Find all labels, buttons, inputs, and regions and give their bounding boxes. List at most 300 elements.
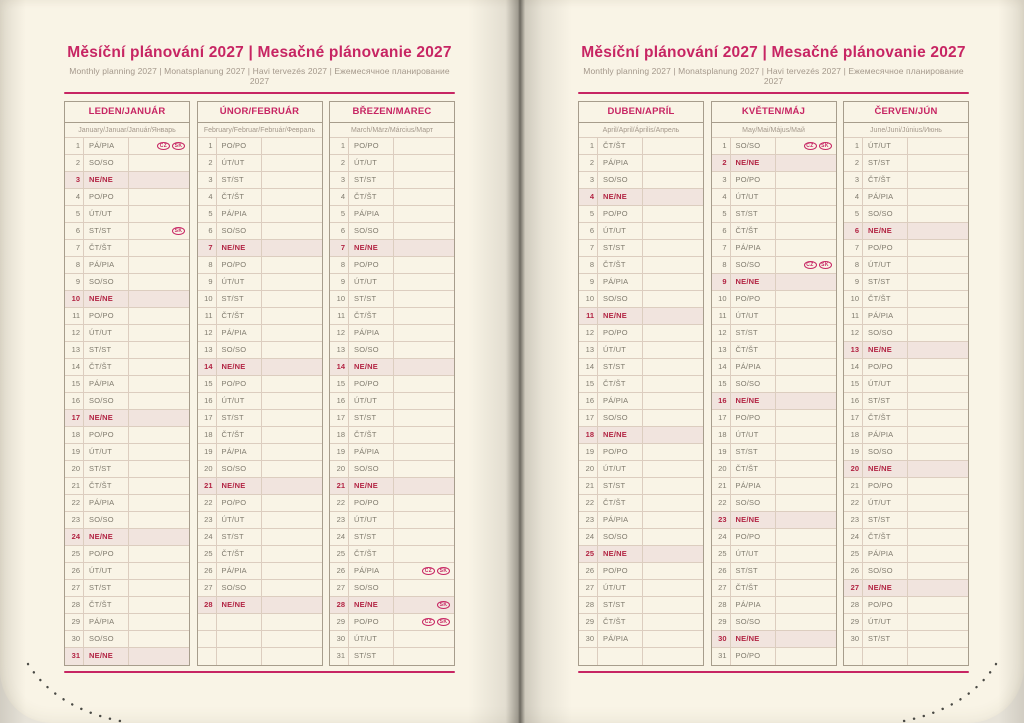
day-number: 27 — [844, 580, 863, 596]
weekday-abbreviation: ÚT/UT — [598, 223, 643, 239]
notes-cell — [394, 172, 454, 188]
weekday-abbreviation: PÁ/PIA — [84, 376, 129, 392]
day-number: 1 — [198, 138, 217, 154]
day-number: 19 — [65, 444, 84, 460]
weekday-abbreviation: PÁ/PIA — [863, 189, 908, 205]
weekday-abbreviation: NE/NE — [84, 648, 129, 665]
day-number: 7 — [712, 240, 731, 256]
weekday-abbreviation: SO/SO — [349, 223, 394, 239]
weekday-abbreviation: NE/NE — [217, 240, 262, 256]
day-row — [330, 274, 454, 291]
day-row — [712, 172, 836, 189]
notes-cell — [643, 580, 703, 596]
holiday-badge-cz: CZ — [422, 567, 435, 575]
day-number: 18 — [65, 427, 84, 443]
notes-cell — [262, 172, 322, 188]
day-row — [330, 529, 454, 546]
day-number: 21 — [579, 478, 598, 494]
day-number: 14 — [844, 359, 863, 375]
weekday-abbreviation: PÁ/PIA — [731, 240, 776, 256]
day-row — [330, 257, 454, 274]
day-number: 13 — [579, 342, 598, 358]
day-row — [844, 240, 968, 257]
day-number: 1 — [330, 138, 349, 154]
day-row — [844, 359, 968, 376]
day-number: 29 — [65, 614, 84, 630]
notes-cell — [908, 597, 968, 613]
day-row — [198, 461, 322, 478]
day-number: 4 — [330, 189, 349, 205]
day-number: 18 — [198, 427, 217, 443]
day-row — [579, 206, 703, 223]
weekday-abbreviation: ČT/ŠT — [731, 223, 776, 239]
day-number: 20 — [579, 461, 598, 477]
notes-cell — [643, 631, 703, 647]
notes-cell — [262, 138, 322, 154]
day-number: 22 — [330, 495, 349, 511]
weekday-abbreviation: PO/PO — [84, 308, 129, 324]
day-number: 5 — [330, 206, 349, 222]
weekday-abbreviation: PO/PO — [731, 648, 776, 665]
month-subtitle: January/Januar/Január/Январь — [65, 123, 189, 138]
weekday-abbreviation: PO/PO — [84, 427, 129, 443]
weekday-abbreviation: ÚT/UT — [598, 342, 643, 358]
day-row — [198, 444, 322, 461]
weekday-abbreviation: PÁ/PIA — [349, 444, 394, 460]
day-row — [65, 648, 189, 665]
day-number: 10 — [844, 291, 863, 307]
weekday-abbreviation: PÁ/PIA — [598, 512, 643, 528]
day-row — [65, 325, 189, 342]
weekday-abbreviation: ST/ST — [731, 444, 776, 460]
notes-cell — [262, 529, 322, 545]
weekday-abbreviation: ST/ST — [349, 172, 394, 188]
day-row — [579, 427, 703, 444]
day-row — [844, 461, 968, 478]
weekday-abbreviation: PO/PO — [349, 376, 394, 392]
notes-cell — [643, 138, 703, 154]
day-row — [330, 648, 454, 665]
notes-cell — [776, 614, 836, 630]
day-row — [712, 444, 836, 461]
holiday-badge-sk: SK — [819, 261, 832, 269]
day-number: 15 — [844, 376, 863, 392]
notes-cell — [394, 257, 454, 273]
day-number: 14 — [65, 359, 84, 375]
notes-cell — [776, 206, 836, 222]
notes-cell — [776, 138, 836, 154]
day-number: 18 — [712, 427, 731, 443]
day-number: 7 — [579, 240, 598, 256]
weekday-abbreviation: SO/SO — [84, 274, 129, 290]
day-number: 7 — [330, 240, 349, 256]
day-row — [844, 444, 968, 461]
day-row — [579, 257, 703, 274]
day-row — [579, 138, 703, 155]
page-subtitle: Monthly planning 2027 | Monatsplanung 2027 | Havi tervezés 2027 | Ежемесячное планирование 2027 — [583, 66, 964, 86]
day-number: 4 — [712, 189, 731, 205]
day-number: 30 — [65, 631, 84, 647]
day-number — [198, 648, 217, 665]
weekday-abbreviation: PÁ/PIA — [863, 427, 908, 443]
notes-cell — [394, 614, 454, 630]
weekday-abbreviation: PO/PO — [349, 257, 394, 273]
day-row — [330, 495, 454, 512]
weekday-abbreviation: ST/ST — [217, 410, 262, 426]
weekday-abbreviation: ČT/ŠT — [863, 410, 908, 426]
day-row — [712, 410, 836, 427]
day-row — [65, 240, 189, 257]
day-row — [712, 155, 836, 172]
weekday-abbreviation: ÚT/UT — [217, 393, 262, 409]
holiday-badge-cz: CZ — [157, 142, 170, 150]
day-number: 11 — [844, 308, 863, 324]
notes-cell — [394, 155, 454, 171]
weekday-abbreviation: PO/PO — [598, 563, 643, 579]
day-row — [198, 478, 322, 495]
notes-cell — [643, 240, 703, 256]
day-number: 30 — [712, 631, 731, 647]
notes-cell — [262, 291, 322, 307]
notes-cell — [394, 597, 454, 613]
notes-cell — [129, 240, 189, 256]
day-row — [579, 376, 703, 393]
day-number: 28 — [579, 597, 598, 613]
notes-cell — [908, 648, 968, 665]
day-row — [712, 223, 836, 240]
day-number: 16 — [579, 393, 598, 409]
notes-cell — [129, 342, 189, 358]
notes-cell — [129, 257, 189, 273]
day-number: 2 — [712, 155, 731, 171]
weekday-abbreviation: NE/NE — [349, 359, 394, 375]
day-number: 5 — [65, 206, 84, 222]
day-row — [65, 444, 189, 461]
notes-cell — [394, 291, 454, 307]
weekday-abbreviation: NE/NE — [217, 359, 262, 375]
notes-cell — [394, 223, 454, 239]
day-row — [65, 308, 189, 325]
day-row — [579, 597, 703, 614]
weekday-abbreviation: NE/NE — [84, 529, 129, 545]
day-number: 9 — [712, 274, 731, 290]
day-row — [579, 325, 703, 342]
notes-cell — [776, 529, 836, 545]
day-number: 8 — [712, 257, 731, 273]
weekday-abbreviation: PO/PO — [217, 257, 262, 273]
day-number: 10 — [712, 291, 731, 307]
day-row — [198, 189, 322, 206]
notes-cell — [776, 291, 836, 307]
notes-cell — [394, 342, 454, 358]
day-row — [844, 189, 968, 206]
day-number: 18 — [330, 427, 349, 443]
notes-cell — [129, 478, 189, 494]
day-row — [65, 376, 189, 393]
day-number: 6 — [65, 223, 84, 239]
day-row — [712, 563, 836, 580]
day-number: 28 — [330, 597, 349, 613]
day-number: 6 — [844, 223, 863, 239]
page-title: Měsíční plánování 2027 | Mesačné plánovanie 2027 — [581, 44, 966, 61]
notes-cell — [908, 206, 968, 222]
day-row — [579, 546, 703, 563]
weekday-abbreviation: ČT/ŠT — [731, 580, 776, 596]
day-row — [844, 291, 968, 308]
day-number: 24 — [65, 529, 84, 545]
day-row — [198, 563, 322, 580]
notes-cell — [129, 393, 189, 409]
day-row — [198, 223, 322, 240]
day-row — [712, 529, 836, 546]
day-number: 24 — [844, 529, 863, 545]
notes-cell — [643, 597, 703, 613]
weekday-abbreviation: ST/ST — [863, 155, 908, 171]
notes-cell — [908, 461, 968, 477]
weekday-abbreviation: ST/ST — [598, 359, 643, 375]
day-number: 27 — [712, 580, 731, 596]
day-number: 9 — [330, 274, 349, 290]
day-row — [844, 172, 968, 189]
day-row — [579, 563, 703, 580]
day-number: 22 — [65, 495, 84, 511]
weekday-abbreviation: ČT/ŠT — [598, 495, 643, 511]
weekday-abbreviation: ÚT/UT — [349, 631, 394, 647]
day-row — [198, 155, 322, 172]
weekday-abbreviation: ČT/ŠT — [863, 172, 908, 188]
notes-cell — [643, 529, 703, 545]
day-number: 26 — [330, 563, 349, 579]
month-subtitle: March/März/Március/Март — [330, 123, 454, 138]
day-number: 1 — [65, 138, 84, 154]
day-number: 15 — [198, 376, 217, 392]
day-number: 14 — [712, 359, 731, 375]
weekday-abbreviation: ČT/ŠT — [84, 359, 129, 375]
day-row — [712, 614, 836, 631]
day-row — [198, 138, 322, 155]
notes-cell — [262, 342, 322, 358]
right-page — [512, 0, 1024, 723]
day-number: 23 — [844, 512, 863, 528]
weekday-abbreviation: ST/ST — [217, 291, 262, 307]
empty-row — [198, 614, 322, 631]
day-number: 16 — [844, 393, 863, 409]
weekday-abbreviation: PÁ/PIA — [731, 597, 776, 613]
day-number: 26 — [198, 563, 217, 579]
notes-cell — [262, 444, 322, 460]
notes-cell — [908, 580, 968, 596]
notes-cell — [129, 461, 189, 477]
notes-cell — [908, 308, 968, 324]
day-row — [712, 495, 836, 512]
month-name: KVĚTEN/MÁJ — [712, 102, 836, 123]
day-number: 23 — [712, 512, 731, 528]
weekday-abbreviation: SO/SO — [731, 376, 776, 392]
weekday-abbreviation: ÚT/UT — [84, 563, 129, 579]
notes-cell — [129, 359, 189, 375]
weekday-abbreviation: SO/SO — [598, 410, 643, 426]
notes-cell — [129, 274, 189, 290]
weekday-abbreviation: NE/NE — [598, 427, 643, 443]
notes-cell — [129, 155, 189, 171]
weekday-abbreviation: ÚT/UT — [863, 376, 908, 392]
day-row — [330, 155, 454, 172]
weekday-abbreviation: SO/SO — [731, 138, 776, 154]
weekday-abbreviation: ST/ST — [863, 274, 908, 290]
day-row — [712, 308, 836, 325]
notes-cell — [394, 631, 454, 647]
holiday-badge-sk: SK — [172, 227, 185, 235]
weekday-abbreviation: NE/NE — [731, 512, 776, 528]
day-number: 6 — [712, 223, 731, 239]
notes-cell — [643, 359, 703, 375]
notes-cell — [394, 444, 454, 460]
day-number: 30 — [844, 631, 863, 647]
day-number: 20 — [330, 461, 349, 477]
weekday-abbreviation: PÁ/PIA — [217, 444, 262, 460]
weekday-abbreviation: ČT/ŠT — [349, 308, 394, 324]
day-number: 24 — [712, 529, 731, 545]
day-row — [330, 512, 454, 529]
day-row — [844, 155, 968, 172]
weekday-abbreviation: ÚT/UT — [863, 495, 908, 511]
weekday-abbreviation: ST/ST — [598, 478, 643, 494]
weekday-abbreviation: ČT/ŠT — [349, 189, 394, 205]
month-table-march — [329, 101, 455, 666]
weekday-abbreviation: ÚT/UT — [217, 274, 262, 290]
day-number: 15 — [330, 376, 349, 392]
notes-cell — [776, 257, 836, 273]
day-number: 13 — [712, 342, 731, 358]
day-row — [65, 291, 189, 308]
weekday-abbreviation: SO/SO — [84, 631, 129, 647]
weekday-abbreviation: ST/ST — [731, 563, 776, 579]
notes-cell — [643, 461, 703, 477]
notes-cell — [394, 427, 454, 443]
weekday-abbreviation: ČT/ŠT — [863, 529, 908, 545]
day-row — [330, 478, 454, 495]
notes-cell — [776, 342, 836, 358]
weekday-abbreviation: ÚT/UT — [863, 614, 908, 630]
weekday-abbreviation: NE/NE — [217, 478, 262, 494]
day-row — [330, 240, 454, 257]
notes-cell — [643, 325, 703, 341]
day-number: 25 — [65, 546, 84, 562]
day-number: 31 — [330, 648, 349, 665]
weekday-abbreviation: PO/PO — [863, 359, 908, 375]
day-number: 8 — [579, 257, 598, 273]
weekday-abbreviation: PO/PO — [217, 495, 262, 511]
weekday-abbreviation: PO/PO — [598, 444, 643, 460]
day-number: 11 — [198, 308, 217, 324]
day-number: 3 — [579, 172, 598, 188]
day-number: 22 — [579, 495, 598, 511]
weekday-abbreviation: NE/NE — [863, 223, 908, 239]
day-number: 10 — [198, 291, 217, 307]
day-number: 25 — [579, 546, 598, 562]
day-row — [844, 529, 968, 546]
weekday-abbreviation — [598, 648, 643, 665]
day-number: 27 — [579, 580, 598, 596]
notes-cell — [394, 563, 454, 579]
holiday-badge-sk: SK — [437, 601, 450, 609]
day-row — [198, 410, 322, 427]
day-number: 2 — [579, 155, 598, 171]
day-number: 19 — [330, 444, 349, 460]
day-row — [712, 393, 836, 410]
weekday-abbreviation: ST/ST — [217, 529, 262, 545]
notes-cell — [262, 308, 322, 324]
notes-cell — [129, 427, 189, 443]
notes-cell — [262, 512, 322, 528]
notes-cell — [776, 563, 836, 579]
notes-cell — [908, 223, 968, 239]
day-number: 11 — [330, 308, 349, 324]
notes-cell — [776, 444, 836, 460]
day-row — [579, 359, 703, 376]
notes-cell — [908, 478, 968, 494]
day-row — [579, 529, 703, 546]
day-number: 17 — [330, 410, 349, 426]
weekday-abbreviation: ÚT/UT — [84, 206, 129, 222]
day-number: 13 — [65, 342, 84, 358]
notes-cell — [776, 410, 836, 426]
day-number: 30 — [579, 631, 598, 647]
weekday-abbreviation: PO/PO — [863, 478, 908, 494]
notes-cell — [129, 580, 189, 596]
empty-row — [579, 648, 703, 665]
notes-cell — [129, 614, 189, 630]
empty-row — [844, 648, 968, 665]
day-row — [198, 393, 322, 410]
day-row — [330, 631, 454, 648]
day-number: 31 — [65, 648, 84, 665]
notes-cell — [776, 189, 836, 205]
day-number: 25 — [330, 546, 349, 562]
weekday-abbreviation: ČT/ŠT — [731, 342, 776, 358]
weekday-abbreviation: SO/SO — [731, 614, 776, 630]
day-row — [712, 325, 836, 342]
weekday-abbreviation: NE/NE — [598, 308, 643, 324]
weekday-abbreviation: SO/SO — [217, 461, 262, 477]
day-number: 3 — [712, 172, 731, 188]
day-row — [198, 206, 322, 223]
notes-cell — [776, 155, 836, 171]
day-number: 9 — [579, 274, 598, 290]
day-row — [65, 410, 189, 427]
notes-cell — [643, 444, 703, 460]
day-number: 8 — [198, 257, 217, 273]
notes-cell — [908, 614, 968, 630]
day-number: 1 — [579, 138, 598, 154]
notes-cell — [643, 427, 703, 443]
weekday-abbreviation: SO/SO — [863, 206, 908, 222]
notes-cell — [394, 580, 454, 596]
notes-cell — [262, 410, 322, 426]
bottom-rule — [578, 671, 969, 673]
page-subtitle: Monthly planning 2027 | Monatsplanung 2027 | Havi tervezés 2027 | Ежемесячное планирование 2027 — [69, 66, 450, 86]
weekday-abbreviation: NE/NE — [598, 546, 643, 562]
notes-cell — [643, 512, 703, 528]
day-row — [579, 308, 703, 325]
page-title: Měsíční plánování 2027 | Mesačné plánovanie 2027 — [67, 44, 452, 61]
weekday-abbreviation: ČT/ŠT — [84, 240, 129, 256]
day-number — [844, 648, 863, 665]
day-row — [712, 427, 836, 444]
day-number: 10 — [65, 291, 84, 307]
day-number: 24 — [330, 529, 349, 545]
notes-cell — [129, 631, 189, 647]
